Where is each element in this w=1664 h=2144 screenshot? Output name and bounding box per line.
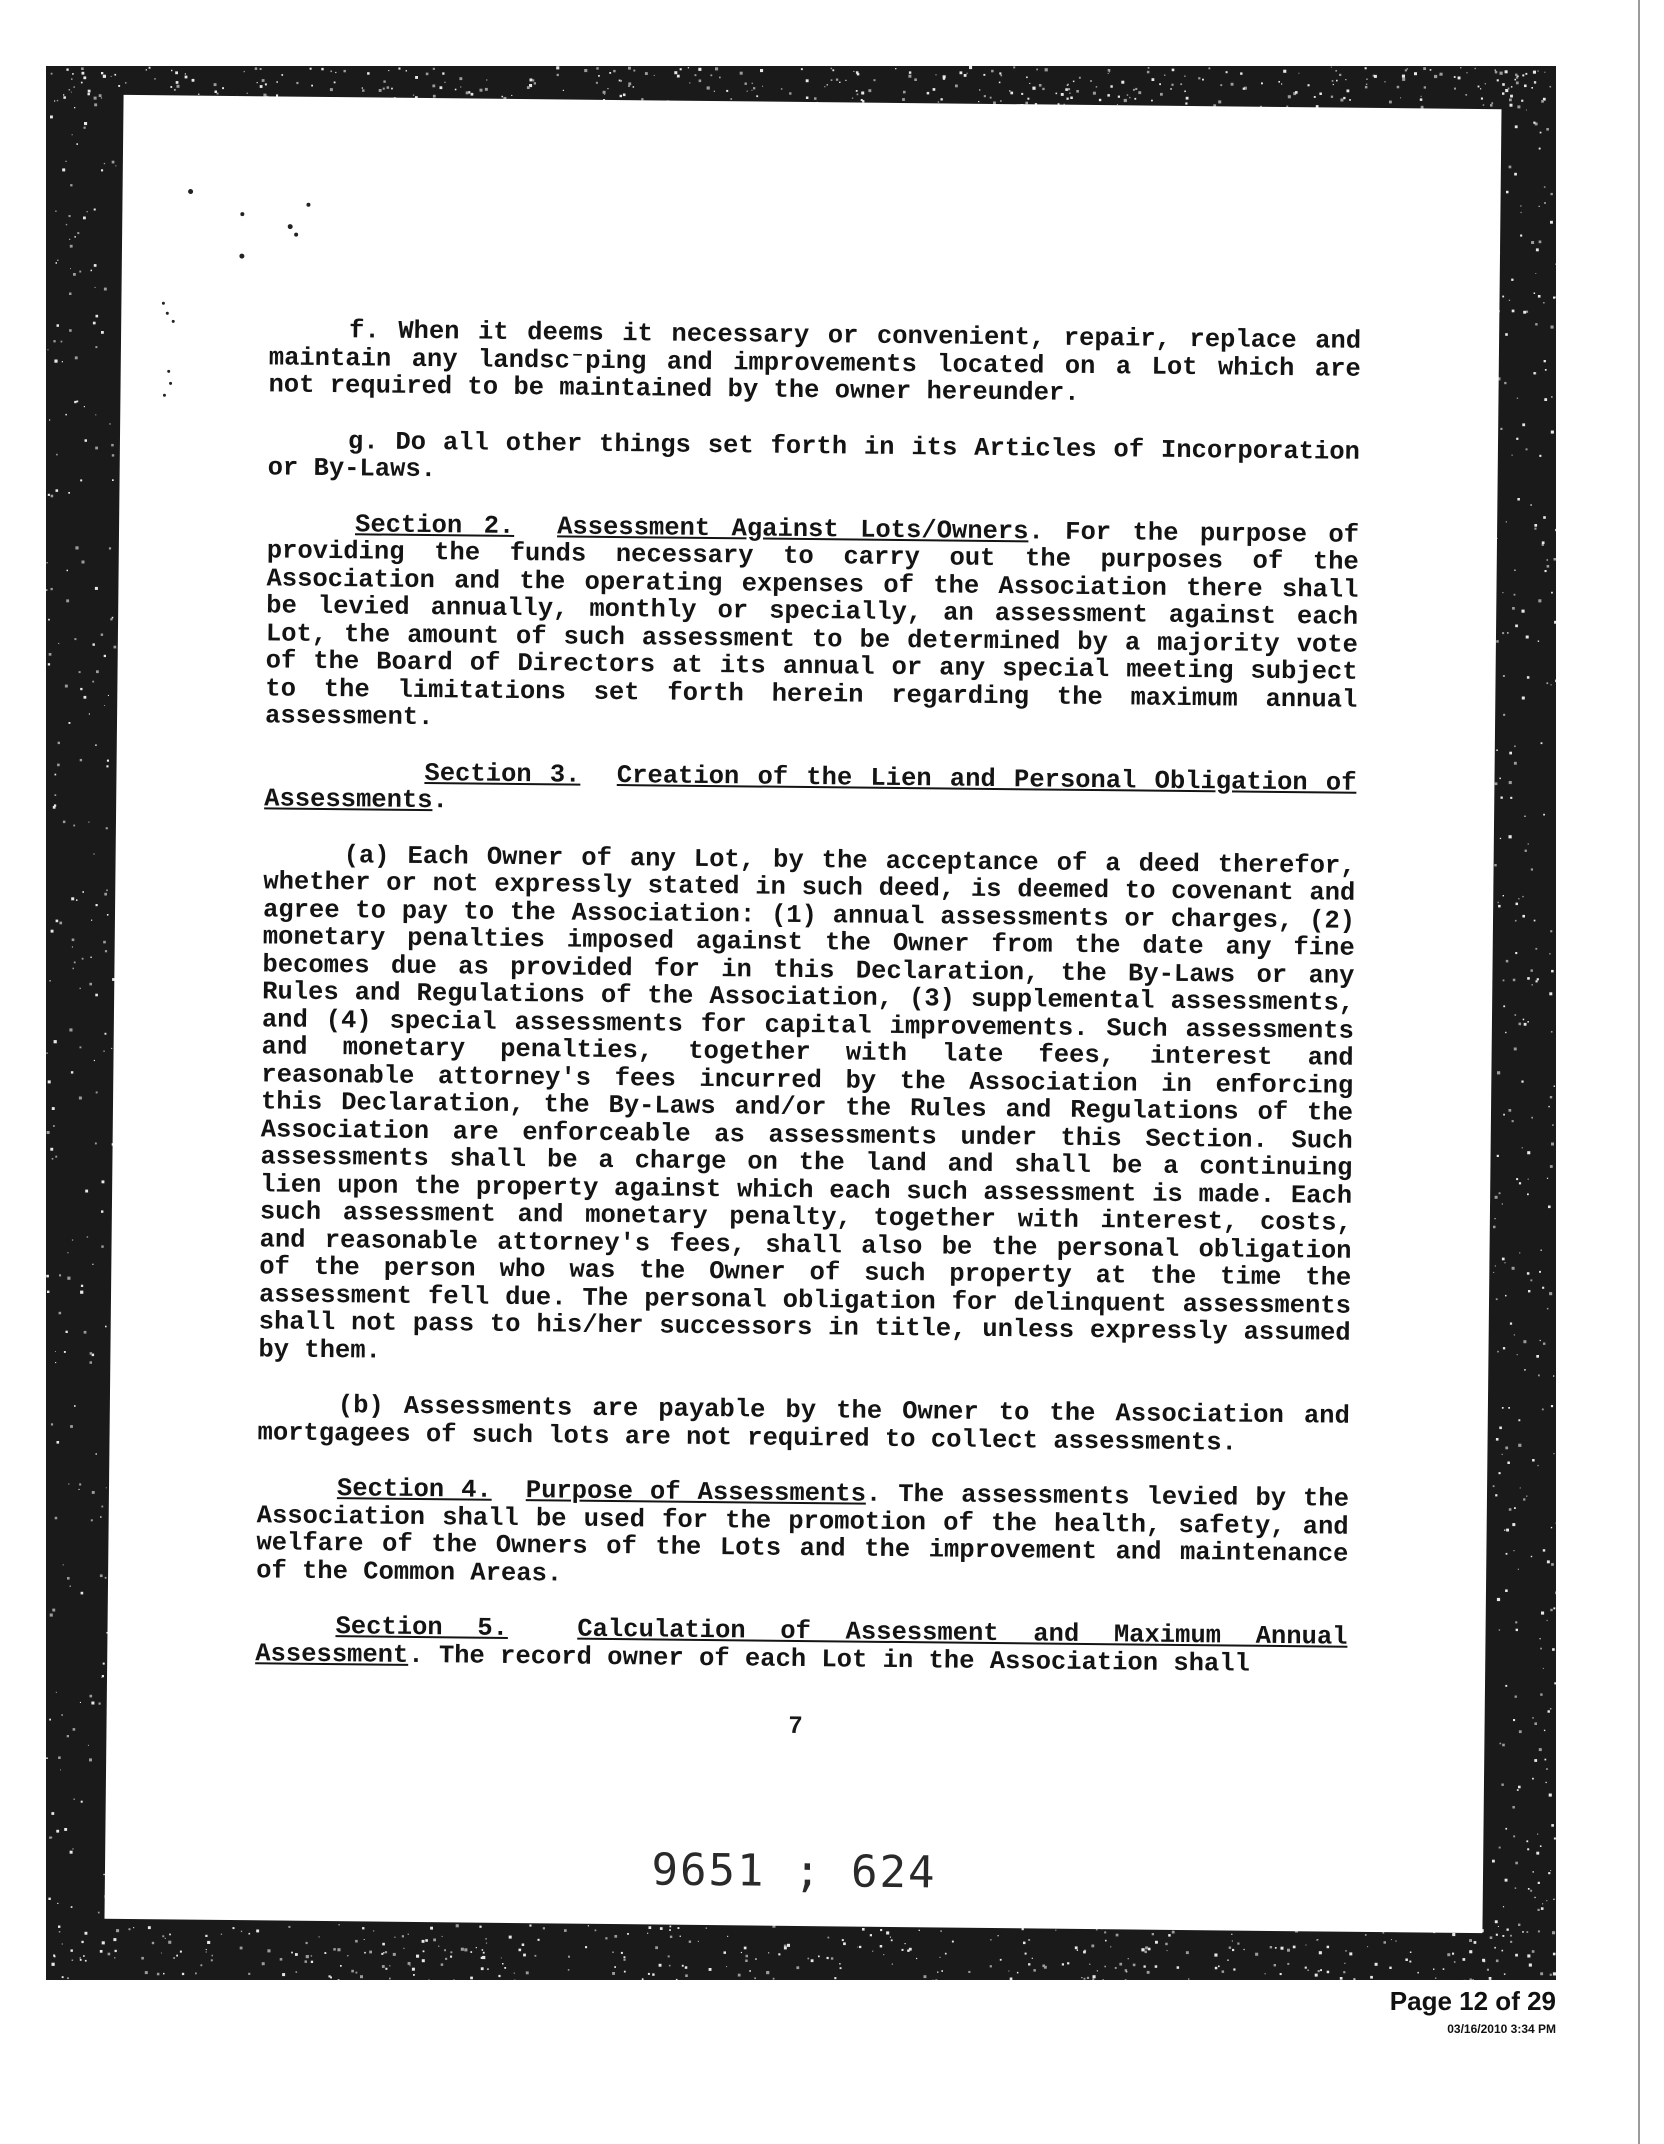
section-4-label: Section 4. [336, 1474, 492, 1505]
section-3-b [257, 1391, 1350, 1457]
section-2-body: . For the purpose of providing the funds necessary to carry out the purposes of the Association and the operating expenses of the Association there shall be levied annually, monthly or specially, an assessment against each Lot, the amount of such assessment to be determined by a majority vote of the Board of Directors at its annual or any special meeting subject to the limitations set forth herein regarding the maximum annual assessment. [264, 516, 1360, 733]
book-page-stamp: 9651 ; 624 [651, 1844, 937, 1899]
section-3-a [258, 841, 1355, 1375]
scanned-page-frame [46, 66, 1556, 1980]
section-2-label: Section 2. [354, 509, 515, 541]
section-3-b-text: (b) Assessments are payable by the Owner to the Association and mortgagees of such lots are not required to collect assessments. [257, 1391, 1350, 1458]
paragraph-f [268, 316, 1361, 410]
paragraph-f-text: f. When it deems it necessary or convenient, repair, replace and maintain any landsc⁻ping and improvements located on a Lot which are not required to be maintained by the owner hereunder. [268, 316, 1362, 408]
document-page [104, 95, 1501, 1933]
section-2 [265, 510, 1359, 741]
section-5 [255, 1612, 1348, 1678]
section-3-title: Creation of the Lien and Personal Obligation of Assessments [264, 760, 1357, 816]
section-5-label: Section 5. [335, 1612, 509, 1643]
section-3-body: . [432, 786, 449, 816]
section-5-title: Calculation of Assessment and Maximum Annual Assessment [255, 1614, 1348, 1670]
section-3-label: Section 3. [424, 758, 581, 790]
document-body [255, 316, 1361, 1678]
viewer-edge-line [1638, 0, 1640, 2144]
section-4 [256, 1474, 1349, 1595]
section-3 [264, 758, 1357, 824]
paragraph-g [268, 427, 1361, 493]
section-4-body: . The assessments levied by the Association shall be used for the promotion of the health, safety, and welfare of the Owners of the Lots and the improvement and maintenance of the Common Areas. [255, 1479, 1350, 1589]
section-2-title: Assessment Against Lots/Owners [557, 511, 1029, 546]
section-4-title: Purpose of Assessments [525, 1476, 867, 1509]
page-indicator: Page 12 of 29 [1389, 1986, 1556, 2016]
section-5-body: . The record owner of each Lot in the Association shall [408, 1640, 1251, 1679]
print-timestamp: 03/16/2010 3:34 PM [1447, 2022, 1556, 2036]
section-3-a-text: (a) Each Owner of any Lot, by the acceptance of a deed therefor, whether or not expressly stated in such deed, is deemed to covenant and agree to pay to the Association: (1) annual assessments or charges, (2) monetary penalties imposed against the Owner from the date any fine becomes due as provided for in this Declaration, the By-Laws or any Rules and Regulations of the Association, (3) supplemental assessments, and (4) special assessments for capital improvements. Such assessments and monetary penalties, together with late fees, interest and reasonable attorney's fees incurred by the Association in enforcing this Declaration, the By-Laws and/or the Rules and Regulations of the Association are enforceable as assessments under this Section. Such assessments shall be a charge on the land and shall be a continuing lien upon the property against which each such assessment is made. Each such assessment and monetary penalty, together with interest, costs, and reasonable attorney's fees, shall also be the personal obligation of the person who was the Owner of such property at the time the assessment fell due. The personal obligation for delinquent assessments shall not pass to his/her successors in title, unless expressly assumed by them. [258, 840, 1356, 1366]
page-number: 7 [788, 1711, 803, 1740]
paragraph-g-text: g. Do all other things set forth in its Articles of Incorporation or By-Laws. [267, 426, 1361, 485]
